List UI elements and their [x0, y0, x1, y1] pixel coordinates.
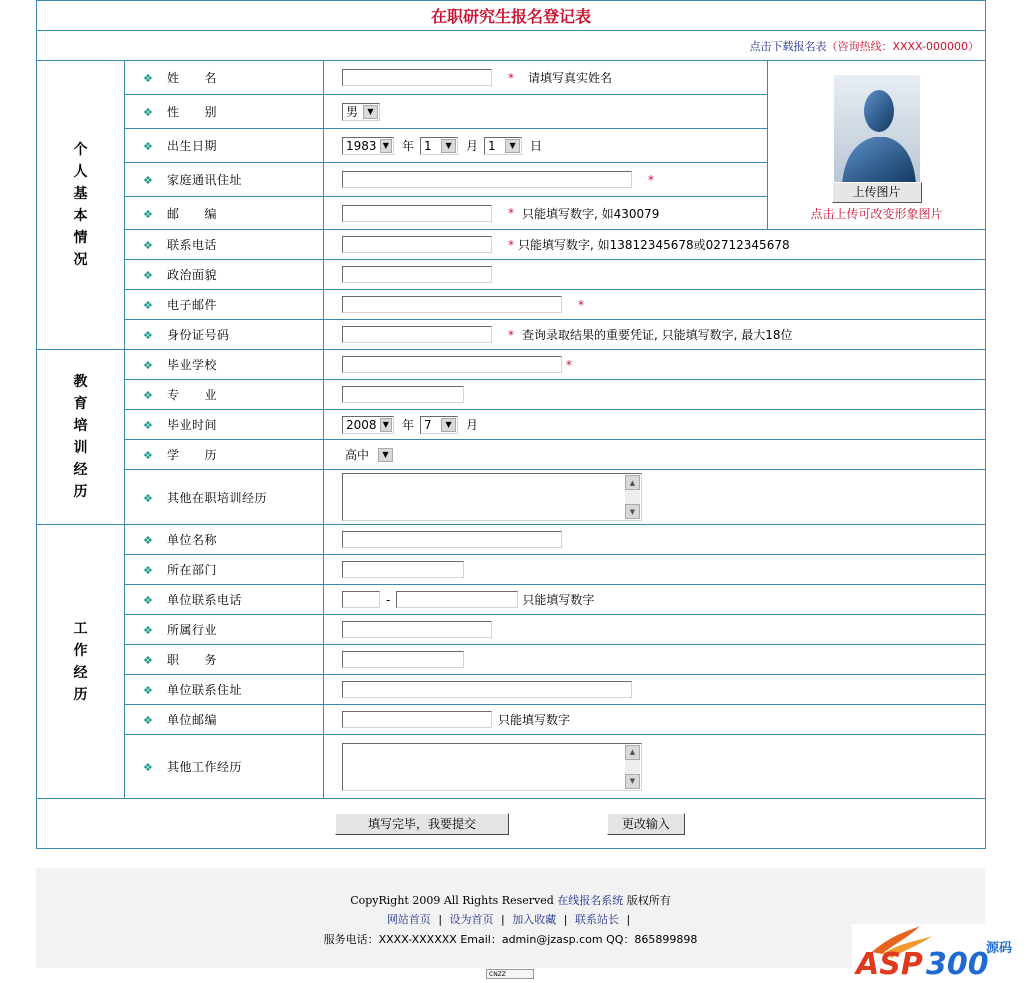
birth-year-select[interactable]: 1983 ▼ — [342, 137, 394, 155]
school-input[interactable] — [342, 356, 562, 373]
download-bar — [37, 31, 986, 61]
scroll-down-icon: ▼ — [625, 774, 640, 789]
diamond-bullet-icon: ❖ — [143, 564, 153, 577]
diamond-bullet-icon: ❖ — [143, 299, 153, 312]
company-input[interactable] — [342, 531, 562, 548]
hotline-text: （咨询热线：XXXX-000000） — [826, 39, 980, 53]
chevron-down-icon: ▼ — [380, 139, 392, 153]
footer-links: 网站首页 | 设为首页 | 加入收藏 | 联系站长 | — [386, 913, 631, 926]
birth-day-select[interactable]: 1 ▼ — [484, 137, 522, 155]
label-email: ❖ 电子邮件 — [125, 290, 324, 320]
chevron-down-icon: ▼ — [380, 418, 392, 432]
diamond-bullet-icon: ❖ — [143, 684, 153, 697]
contact-line: 服务电话：XXXX-XXXXXX Email：admin@jzasp.com QQ：865899898 — [323, 933, 698, 946]
photo-panel — [768, 61, 986, 230]
label-name: ❖ 姓 名 — [125, 61, 324, 95]
company-phone-input[interactable] — [396, 591, 518, 608]
training-textarea[interactable] — [342, 473, 642, 521]
name-input[interactable] — [342, 69, 492, 86]
label-position: ❖ 职 务 — [125, 645, 324, 675]
id-number-input[interactable] — [342, 326, 492, 343]
diamond-bullet-icon: ❖ — [143, 491, 153, 505]
phone-hint: 只能填写数字, 如13812345678或02712345678 — [518, 238, 790, 252]
required-mark: * — [508, 70, 514, 85]
diamond-bullet-icon: ❖ — [143, 624, 153, 637]
diamond-bullet-icon: ❖ — [143, 654, 153, 667]
registration-form-table: 在职研究生报名登记表 点击下载报名表（咨询热线：XXXX-000000） 个 人 基 本 情 况 ❖ 姓 名 * 请填写真实姓名 上传图片 点击上传可改变形象图片 ❖ 性 别 男 ▼ ❖ 出生日期 1983 ▼ 年 1 ▼ 月 1 ▼ 日 ❖ 家庭通讯住址 * ❖ 邮 编 * 只能填写数字, 如430079 ❖ 联系电话 * 只能填写数字, 如13812345678或02712345678 ❖ 政治面貌 ❖ 电子邮件 * ❖ 身份证号码 * 查询录取结果的重要凭证, 只能填写数字, 最大18位 教 育 培 训 经 历 ❖ 毕业学校 * ❖ 专 业 ❖ 毕业时间 2008 ▼ 年 7 ▼ 月 ❖ 学 历 高中 ▼ ❖ 其他在职培训经历 ▲ ▼ 工 作 经 历 ❖ 单位名称 ❖ 所在部门 ❖ 单位联系电话 - 只能填写数字 ❖ 所属行业 ❖ 职 务 ❖ 单位联系住址 ❖ 单位邮编 只能填写数字 ❖ 其他工作经历 ▲ ▼ 填写完毕，我要提交 更改输入 — [36, 0, 986, 849]
diamond-bullet-icon: ❖ — [143, 389, 153, 402]
required-mark: * — [508, 237, 514, 252]
set-home-link[interactable]: 设为首页 — [449, 913, 494, 926]
label-company-postcode: ❖ 单位邮编 — [125, 705, 324, 735]
industry-input[interactable] — [342, 621, 492, 638]
required-mark: * — [566, 357, 572, 372]
postcode-hint: 只能填写数字, 如430079 — [522, 206, 660, 221]
diamond-bullet-icon: ❖ — [143, 239, 153, 252]
textarea-scrollbar[interactable] — [625, 745, 640, 789]
company-postcode-hint: 只能填写数字 — [498, 713, 571, 727]
name-hint: 请填写真实姓名 — [528, 71, 613, 85]
submit-button[interactable]: 填写完毕，我要提交 — [335, 813, 509, 835]
diamond-bullet-icon: ❖ — [143, 207, 153, 221]
textarea-scrollbar[interactable] — [625, 475, 640, 519]
diamond-bullet-icon: ❖ — [143, 449, 153, 462]
label-birth: ❖ 出生日期 — [125, 129, 324, 163]
required-mark: * — [648, 172, 654, 187]
position-input[interactable] — [342, 651, 464, 668]
avatar-placeholder — [834, 75, 920, 185]
diamond-bullet-icon: ❖ — [143, 174, 153, 187]
label-school: ❖ 毕业学校 — [125, 350, 324, 380]
area-code-input[interactable] — [342, 591, 380, 608]
diamond-bullet-icon: ❖ — [143, 594, 153, 607]
upload-note: 点击上传可改变形象图片 — [810, 207, 943, 221]
reset-button[interactable]: 更改输入 — [607, 813, 685, 835]
phone-input[interactable] — [342, 236, 492, 253]
logo-sub-text: 源码 — [986, 941, 1013, 956]
major-input[interactable] — [342, 386, 464, 403]
chevron-down-icon: ▼ — [378, 448, 393, 462]
scroll-up-icon: ▲ — [625, 475, 640, 490]
label-department: ❖ 所在部门 — [125, 555, 324, 585]
download-form-link[interactable]: 点击下载报名表 — [749, 39, 827, 53]
logo-text: 300 — [926, 947, 989, 980]
diamond-bullet-icon: ❖ — [143, 329, 153, 342]
footer — [36, 868, 985, 968]
diamond-bullet-icon: ❖ — [143, 359, 153, 372]
label-company-address: ❖ 单位联系住址 — [125, 675, 324, 705]
label-major: ❖ 专 业 — [125, 380, 324, 410]
gender-select[interactable]: 男 ▼ — [342, 103, 380, 121]
label-degree: ❖ 学 历 — [125, 440, 324, 470]
copyright-line: CopyRight 2009 All Rights Reserved 在线报名系统 版权所有 — [350, 894, 671, 907]
upload-image-button[interactable]: 上传图片 — [832, 182, 922, 203]
label-company-phone: ❖ 单位联系电话 — [125, 585, 324, 615]
label-gender: ❖ 性 别 — [125, 95, 324, 129]
form-title: 在职研究生报名登记表 — [37, 1, 986, 31]
home-link[interactable]: 网站首页 — [386, 913, 431, 926]
address-input[interactable] — [342, 171, 632, 188]
contact-admin-link[interactable]: 联系站长 — [574, 913, 619, 926]
diamond-bullet-icon: ❖ — [143, 714, 153, 727]
scroll-down-icon: ▼ — [625, 504, 640, 519]
cnzz-badge[interactable]: CNZZ — [486, 969, 534, 979]
label-address: ❖ 家庭通讯住址 — [125, 163, 324, 197]
label-company: ❖ 单位名称 — [125, 525, 324, 555]
required-mark: * — [508, 327, 514, 342]
birth-month-select[interactable]: 1 ▼ — [420, 137, 458, 155]
email-input[interactable] — [342, 296, 562, 313]
company-postcode-input[interactable] — [342, 711, 492, 728]
scroll-up-icon: ▲ — [625, 745, 640, 760]
section-work: 工 作 经 历 — [37, 525, 125, 799]
grad-month-select[interactable]: 7 ▼ — [420, 416, 458, 434]
label-politics: ❖ 政治面貌 — [125, 260, 324, 290]
grad-year-select[interactable]: 2008 ▼ — [342, 416, 394, 434]
diamond-bullet-icon: ❖ — [143, 534, 153, 547]
asp300-logo — [852, 924, 1022, 980]
company-phone-hint: 只能填写数字 — [522, 593, 595, 607]
degree-select[interactable]: 高中 ▼ — [342, 446, 394, 464]
label-postcode: ❖ 邮 编 — [125, 197, 324, 230]
chevron-down-icon: ▼ — [441, 139, 456, 153]
required-mark: * — [578, 297, 584, 312]
company-address-input[interactable] — [342, 681, 632, 698]
label-other-work: ❖ 其他工作经历 — [125, 735, 324, 799]
diamond-bullet-icon: ❖ — [143, 269, 153, 282]
diamond-bullet-icon: ❖ — [143, 419, 153, 432]
required-mark: * — [508, 206, 514, 220]
label-industry: ❖ 所属行业 — [125, 615, 324, 645]
other-work-textarea[interactable] — [342, 743, 642, 791]
chevron-down-icon: ▼ — [441, 418, 456, 432]
diamond-bullet-icon: ❖ — [143, 140, 153, 153]
id-number-hint: 查询录取结果的重要凭证, 只能填写数字, 最大18位 — [522, 328, 793, 342]
chevron-down-icon: ▼ — [505, 139, 520, 153]
button-row — [37, 799, 986, 849]
section-personal: 个 人 基 本 情 况 — [37, 61, 125, 350]
diamond-bullet-icon: ❖ — [143, 761, 153, 774]
site-name-link[interactable]: 在线报名系统 — [557, 894, 624, 907]
label-phone: ❖ 联系电话 — [125, 230, 324, 260]
chevron-down-icon: ▼ — [363, 105, 378, 119]
section-education: 教 育 培 训 经 历 — [37, 350, 125, 525]
label-training: ❖ 其他在职培训经历 — [125, 470, 324, 525]
svg-text:ASP: ASP — [856, 947, 923, 980]
bookmark-link[interactable]: 加入收藏 — [512, 913, 557, 926]
postcode-input[interactable] — [342, 205, 492, 222]
label-grad-time: ❖ 毕业时间 — [125, 410, 324, 440]
diamond-bullet-icon: ❖ — [143, 72, 153, 85]
politics-input[interactable] — [342, 266, 492, 283]
label-id-number: ❖ 身份证号码 — [125, 320, 324, 350]
diamond-bullet-icon: ❖ — [143, 106, 153, 119]
department-input[interactable] — [342, 561, 464, 578]
